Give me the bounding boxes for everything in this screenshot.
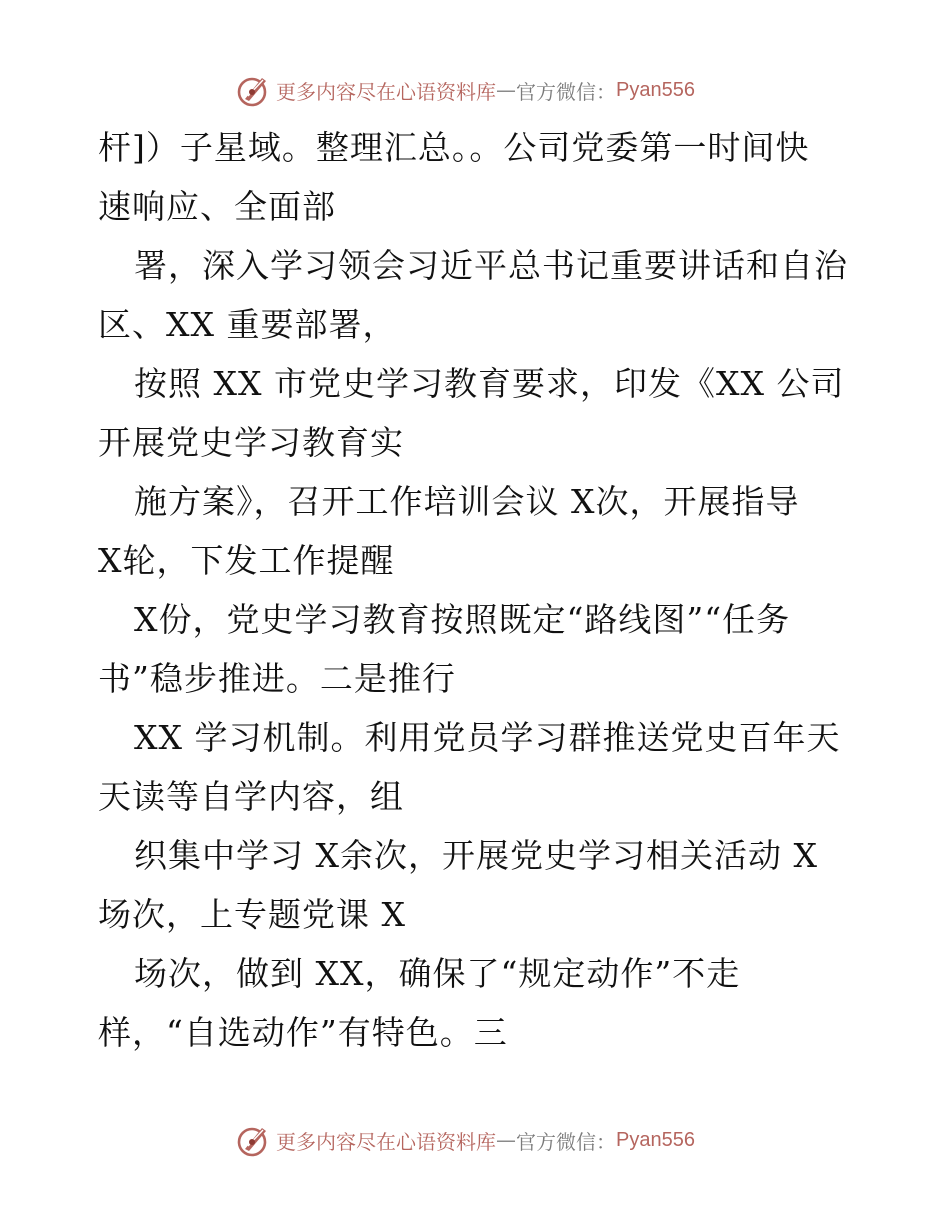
header-watermark	[236, 72, 695, 108]
text-line: X轮，下发工作提醒	[98, 541, 395, 580]
text-line: 区、XX 重要部署，	[98, 305, 397, 344]
watermark-text: 更多内容尽在心语资料库	[276, 1129, 496, 1154]
text-line: 天读等自学内容，组	[98, 777, 404, 816]
watermark-dash: —	[496, 78, 516, 102]
text-line: 开展党史学习教育实	[98, 423, 404, 462]
text-line: 署，深入学习领会习近平总书记重要讲话和自治	[134, 246, 848, 285]
text-line: 施方案》，召开工作培训会议 X次，开展指导	[134, 482, 800, 521]
feather-pen-logo-icon	[236, 1122, 272, 1158]
text-line: 场次，做到 XX，确保了“规定动作”不走	[134, 954, 741, 993]
text-line: 织集中学习 X余次，开展党史学习相关活动 X	[134, 836, 818, 875]
text-line: 书”稳步推进。二是推行	[98, 659, 456, 698]
footer-watermark	[236, 1122, 695, 1158]
feather-pen-logo-icon	[236, 72, 272, 108]
text-line: XX 学习机制。利用党员学习群推送党史百年天	[134, 718, 841, 757]
watermark-wechat-id: Pyan556	[616, 1128, 695, 1151]
text-line: 杆]）子星域。整理汇总。。公司党委第一时间快	[98, 128, 810, 167]
watermark-dash: —	[496, 1128, 516, 1152]
text-line: 按照 XX 市党史学习教育要求，印发《XX 公司	[134, 364, 845, 403]
watermark-wechat-label: 官方微信：	[516, 79, 616, 104]
watermark-text: 更多内容尽在心语资料库	[276, 79, 496, 104]
watermark-wechat-label: 官方微信：	[516, 1129, 616, 1154]
text-line: 样，“自选动作”有特色。三	[98, 1013, 508, 1052]
text-line: 速响应、全面部	[98, 187, 336, 226]
text-line: 场次，上专题党课 X	[98, 895, 406, 934]
text-line: X份，党史学习教育按照既定“路线图”“任务	[134, 600, 791, 639]
watermark-wechat-id: Pyan556	[616, 78, 695, 101]
document-body	[98, 118, 858, 1062]
